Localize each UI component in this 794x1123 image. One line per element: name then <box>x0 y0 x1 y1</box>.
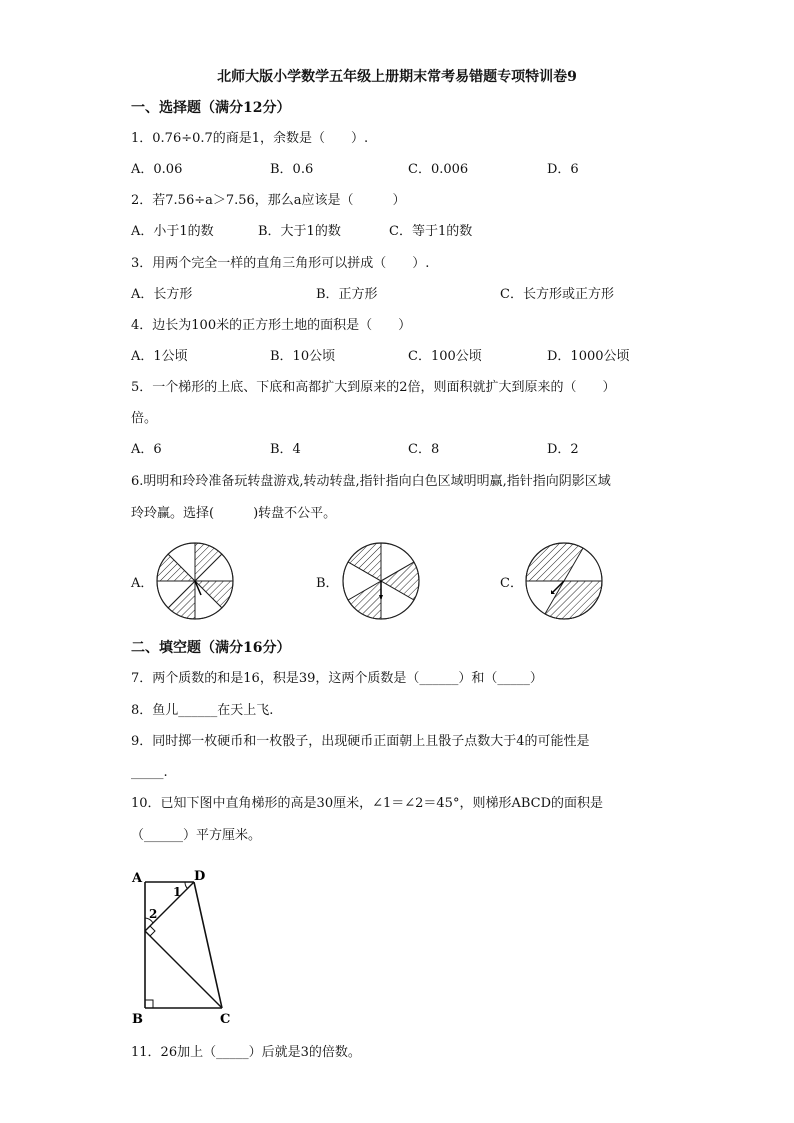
question-10-stem: 10．已知下图中直角梯形的高是30厘米，∠1＝∠2＝45°，则梯形ABCD的面积是 <box>131 796 604 811</box>
question-4-option-a: A．1公顷 <box>131 349 188 364</box>
question-3-stem: 3．用两个完全一样的直角三角形可以拼成（ ）. <box>131 256 430 271</box>
question-1-option-d: D．6 <box>547 162 579 177</box>
question-7-stem: 7．两个质数的和是16，积是39，这两个质数是（______）和（_____） <box>131 671 543 686</box>
question-4-stem: 4．边长为100米的正方形土地的面积是（ ） <box>131 318 412 333</box>
question-3-option-c: C．长方形或正方形 <box>500 287 614 302</box>
question-4-option-d: D．1000公顷 <box>547 349 630 364</box>
question-9-stem-cont: _____. <box>131 765 168 780</box>
trapezoid-abcd-figure <box>130 865 240 1030</box>
question-1-option-b: B．0.6 <box>270 162 314 177</box>
section-heading-fill: 二、填空题（满分16分） <box>131 640 291 656</box>
question-10-stem-cont: （______）平方厘米。 <box>131 828 262 843</box>
vertex-label-b: B <box>132 1012 143 1027</box>
question-2-option-c: C．等于1的数 <box>389 224 473 239</box>
question-6-stem-cont: 玲玲赢。选择( )转盘不公平。 <box>131 506 337 521</box>
question-6-option-c: C． <box>500 576 523 591</box>
question-5-option-a: A．6 <box>131 442 162 457</box>
question-1-option-c: C．0.006 <box>408 162 469 177</box>
angle-label-2: 2 <box>149 907 158 921</box>
spinner-a-figure <box>155 541 235 621</box>
section-heading-choice: 一、选择题（满分12分） <box>131 100 291 116</box>
question-8-stem: 8．鱼儿______在天上飞. <box>131 703 274 718</box>
angle-label-1: 1 <box>173 885 182 899</box>
question-5-stem: 5．一个梯形的上底、下底和高都扩大到原来的2倍，则面积就扩大到原来的（ ） <box>131 380 616 395</box>
vertex-label-d: D <box>194 869 206 884</box>
page-title: 北师大版小学数学五年级上册期末常考易错题专项特训卷9 <box>217 69 577 85</box>
question-2-option-b: B．大于1的数 <box>258 224 341 239</box>
question-1-option-a: A．0.06 <box>131 162 183 177</box>
question-5-option-d: D．2 <box>547 442 579 457</box>
question-2-stem: 2．若7.56÷a＞7.56，那么a应该是（ ） <box>131 193 406 208</box>
question-2-option-a: A．小于1的数 <box>131 224 214 239</box>
question-11-stem: 11．26加上（_____）后就是3的倍数。 <box>131 1045 361 1060</box>
question-9-stem: 9．同时掷一枚硬币和一枚骰子，出现硬币正面朝上且骰子点数大于4的可能性是 <box>131 734 590 749</box>
question-4-option-b: B．10公顷 <box>270 349 336 364</box>
question-3-option-a: A．长方形 <box>131 287 193 302</box>
question-5-option-b: B．4 <box>270 442 301 457</box>
spinner-c-figure <box>524 541 604 621</box>
question-3-option-b: B．正方形 <box>316 287 378 302</box>
spinner-b-figure <box>341 541 421 621</box>
vertex-label-c: C <box>220 1012 231 1027</box>
question-5-stem-cont: 倍。 <box>131 411 158 426</box>
vertex-label-a: A <box>132 871 143 886</box>
question-4-option-c: C．100公顷 <box>408 349 482 364</box>
question-6-stem: 6.明明和玲玲准备玩转盘游戏,转动转盘,指针指向白色区域明明赢,指针指向阴影区域 <box>131 474 611 489</box>
question-6-option-b: B． <box>316 576 339 591</box>
question-5-option-c: C．8 <box>408 442 440 457</box>
question-6-option-a: A． <box>131 576 154 591</box>
question-1-stem: 1．0.76÷0.7的商是1，余数是（ ）. <box>131 131 369 146</box>
